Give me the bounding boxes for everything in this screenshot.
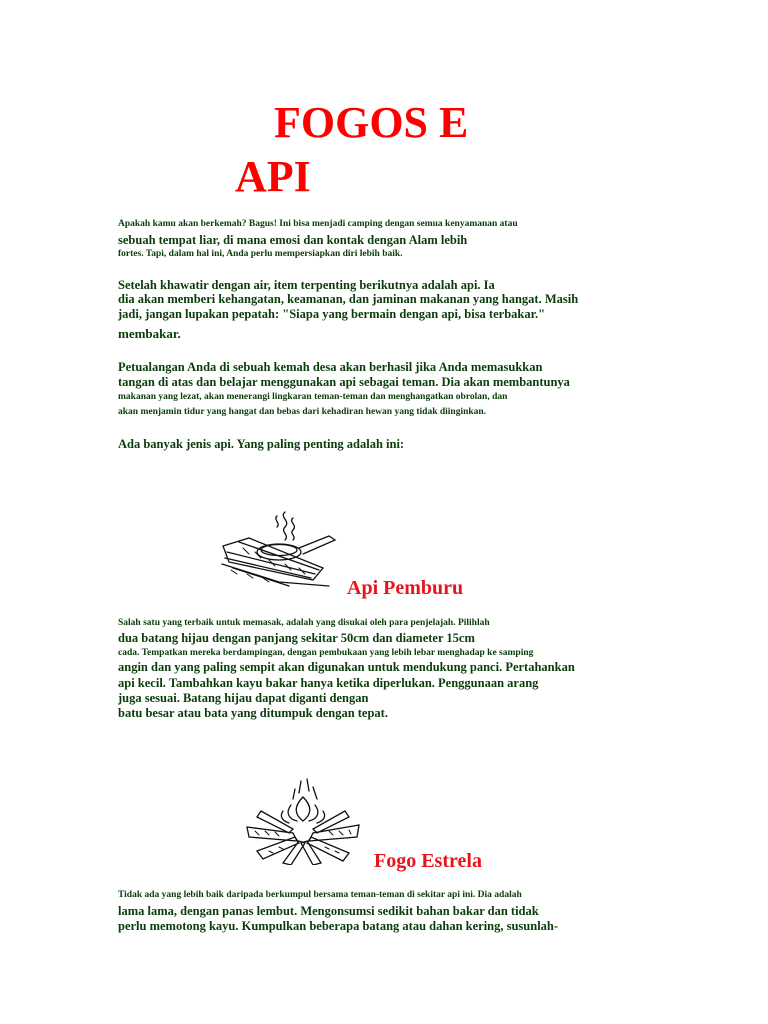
section1-line: api kecil. Tambahkan kayu bakar hanya ketika diperlukan. Penggunaan arang bbox=[118, 676, 539, 690]
section-heading-api-pemburu: Api Pemburu bbox=[347, 577, 464, 599]
para3-line: tangan di atas dan belajar menggunakan api sebagai teman. Dia akan membantunya bbox=[118, 375, 570, 389]
section1-line: juga sesuai. Batang hijau dapat diganti dengan bbox=[118, 691, 369, 705]
section1-line: angin dan yang paling sempit akan digunakan untuk mendukung panci. Pertahankan bbox=[118, 660, 575, 674]
para3-line: akan menjamin tidur yang hangat dan bebas dari kehadiran hewan yang tidak diinginkan. bbox=[118, 407, 487, 417]
section-heading-fogo-estrela: Fogo Estrela bbox=[374, 850, 482, 872]
para2-line: Setelah khawatir dengan air, item terpenting berikutnya adalah api. Ia bbox=[118, 278, 495, 292]
para4-line: Ada banyak jenis api. Yang paling penting adalah ini: bbox=[118, 437, 405, 451]
section1-line: batu besar atau bata yang ditumpuk dengan tepat. bbox=[118, 706, 388, 720]
section1-line: dua batang hijau dengan panjang sekitar 50cm dan diameter 15cm bbox=[118, 631, 475, 645]
intro-line: sebuah tempat liar, di mana emosi dan kontak dengan Alam lebih bbox=[118, 233, 468, 247]
para2-line: jadi, jangan lupakan pepatah: "Siapa yang bermain dengan api, bisa terbakar." bbox=[118, 307, 546, 321]
section2-line: Tidak ada yang lebih baik daripada berkumpul bersama teman-teman di sekitar api ini. Dia adalah bbox=[118, 890, 522, 900]
para3-line: Petualangan Anda di sebuah kemah desa akan berhasil jika Anda memasukkan bbox=[118, 360, 543, 374]
para2-line: membakar. bbox=[118, 326, 181, 341]
section2-line: lama lama, dengan panas lembut. Mengonsumsi sedikit bahan bakar dan tidak bbox=[118, 904, 539, 918]
intro-line: Apakah kamu akan berkemah? Bagus! Ini bisa menjadi camping dengan semua kenyamanan atau bbox=[118, 219, 518, 229]
para3-line: makanan yang lezat, akan menerangi lingkaran teman-teman dan menghangatkan obrolan, dan bbox=[118, 392, 508, 402]
intro-line: fortes. Tapi, dalam hal ini, Anda perlu mempersiapkan diri lebih baik. bbox=[118, 249, 403, 259]
section1-line: Salah satu yang terbaik untuk memasak, adalah yang disukai oleh para penjelajah. Pilihlah bbox=[118, 618, 490, 628]
section2-line: perlu memotong kayu. Kumpulkan beberapa batang atau dahan kering, susunlah- bbox=[118, 919, 559, 933]
title-line-1: FOGOS E bbox=[274, 98, 469, 147]
frying-pan-on-logs-icon bbox=[219, 508, 341, 590]
section1-line: cada. Tempatkan mereka berdampingan, dengan pembukaan yang lebih lebar menghadap ke samping bbox=[118, 648, 534, 658]
title-line-2: API bbox=[235, 152, 311, 201]
para2-line: dia akan memberi kehangatan, keamanan, dan jaminan makanan yang hangat. Masih bbox=[118, 292, 579, 306]
star-fire-icon bbox=[243, 775, 363, 865]
